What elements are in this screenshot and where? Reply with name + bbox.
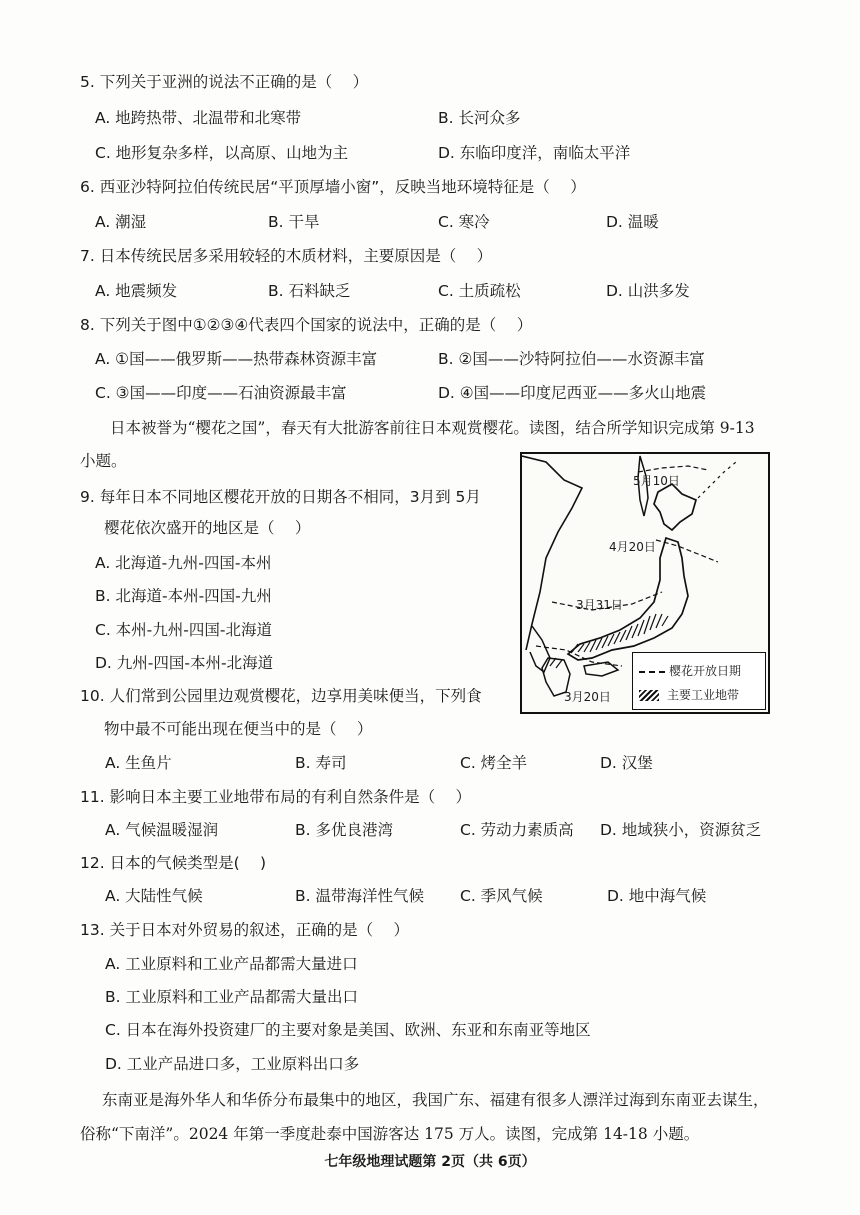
hatch-swatch-icon <box>639 690 659 701</box>
q11-option-c: C. 劳动力素质高 <box>460 821 574 839</box>
japan-sakura-map <box>520 452 770 714</box>
q5-stem: 5. 下列关于亚洲的说法不正确的是（ ） <box>80 73 369 91</box>
q11-option-d: D. 地域狭小，资源贫乏 <box>600 821 762 839</box>
intro-japan-line2: 小题。 <box>80 452 127 470</box>
q13-stem: 13. 关于日本对外贸易的叙述，正确的是（ ） <box>80 921 410 939</box>
q6-option-b: B. 干旱 <box>268 213 320 231</box>
q12-option-d: D. 地中海气候 <box>607 887 707 905</box>
map-date-mar31: 3月31日 <box>576 598 623 612</box>
q5-option-a: A. 地跨热带、北温带和北寒带 <box>95 109 302 127</box>
q11-option-b: B. 多优良港湾 <box>295 821 393 839</box>
q10-stem-line2: 物中最不可能出现在便当中的是（ ） <box>104 720 373 738</box>
q9-option-c: C. 本州-九州-四国-北海道 <box>95 621 272 639</box>
q5-option-b: B. 长河众多 <box>438 109 521 127</box>
q10-option-d: D. 汉堡 <box>600 754 653 772</box>
q9-option-a: A. 北海道-九州-四国-本州 <box>95 554 272 572</box>
q9-stem-line1: 9. 每年日本不同地区樱花开放的日期各不相同，3月到 5月 <box>80 488 481 506</box>
q13-option-d: D. 工业产品进口多，工业原料出口多 <box>105 1055 360 1073</box>
q13-option-c: C. 日本在海外投资建厂的主要对象是美国、欧洲、东亚和东南亚等地区 <box>105 1021 591 1039</box>
q9-stem-line2: 樱花依次盛开的地区是（ ） <box>104 519 311 537</box>
q6-stem: 6. 西亚沙特阿拉伯传统民居“平顶厚墙小窗”，反映当地环境特征是（ ） <box>80 178 586 196</box>
q13-option-a: A. 工业原料和工业产品都需大量进口 <box>105 955 358 973</box>
q10-option-a: A. 生鱼片 <box>105 754 172 772</box>
q12-option-c: C. 季风气候 <box>460 887 543 905</box>
q12-stem: 12. 日本的气候类型是( ) <box>80 854 267 872</box>
q13-option-b: B. 工业原料和工业产品都需大量出口 <box>105 988 358 1006</box>
map-date-may10: 5月10日 <box>633 474 680 488</box>
q12-option-a: A. 大陆性气候 <box>105 887 203 905</box>
q8-option-b: B. ②国——沙特阿拉伯——水资源丰富 <box>438 350 705 368</box>
q10-option-b: B. 寿司 <box>295 754 347 772</box>
q10-stem-line1: 10. 人们常到公园里边观赏樱花，边享用美味便当，下列食 <box>80 687 482 705</box>
legend-industry-row <box>639 686 739 703</box>
dashed-line-icon <box>639 671 665 673</box>
map-date-apr20: 4月20日 <box>609 540 656 554</box>
q8-option-a: A. ①国——俄罗斯——热带森林资源丰富 <box>95 350 378 368</box>
q5-option-c: C. 地形复杂多样，以高原、山地为主 <box>95 144 349 162</box>
intro-japan-line1: 日本被誉为“樱花之国”，春天有大批游客前往日本观赏樱花。读图，结合所学知识完成第 9-13 <box>110 419 755 437</box>
legend-bloom-row <box>639 662 741 679</box>
legend-industry-label: 主要工业地带 <box>667 688 740 702</box>
q7-option-b: B. 石料缺乏 <box>268 282 351 300</box>
q11-option-a: A. 气候温暖湿润 <box>105 821 219 839</box>
map-legend <box>632 652 766 710</box>
q5-option-d: D. 东临印度洋，南临太平洋 <box>438 144 631 162</box>
q7-option-c: C. 土质疏松 <box>438 282 521 300</box>
q7-option-a: A. 地震频发 <box>95 282 178 300</box>
q6-option-d: D. 温暖 <box>606 213 659 231</box>
q7-stem: 7. 日本传统民居多采用较轻的木质材料，主要原因是（ ） <box>80 247 493 265</box>
q9-option-b: B. 北海道-本州-四国-九州 <box>95 587 272 605</box>
intro-southeast-asia-line2: 俗称“下南洋”。2024 年第一季度赴泰中国游客达 175 万人。读图，完成第 14-18 小题。 <box>80 1125 700 1143</box>
page-footer: 七年级地理试题第 2页（共 6页） <box>324 1154 536 1170</box>
q8-option-d: D. ④国——印度尼西亚——多火山地震 <box>438 384 707 402</box>
legend-bloom-label: 樱花开放日期 <box>669 664 742 678</box>
map-date-mar20: 3月20日 <box>564 690 611 704</box>
q6-option-a: A. 潮湿 <box>95 213 147 231</box>
q8-stem: 8. 下列关于图中①②③④代表四个国家的说法中，正确的是（ ） <box>80 316 533 334</box>
q9-option-d: D. 九州-四国-本州-北海道 <box>95 654 274 672</box>
q11-stem: 11. 影响日本主要工业地带布局的有利自然条件是（ ） <box>80 788 472 806</box>
q7-option-d: D. 山洪多发 <box>606 282 690 300</box>
q10-option-c: C. 烤全羊 <box>460 754 528 772</box>
intro-southeast-asia-line1: 东南亚是海外华人和华侨分布最集中的地区，我国广东、福建有很多人漂洋过海到东南亚去谋生， <box>102 1091 769 1109</box>
q6-option-c: C. 寒冷 <box>438 213 490 231</box>
q8-option-c: C. ③国——印度——石油资源最丰富 <box>95 384 347 402</box>
q12-option-b: B. 温带海洋性气候 <box>295 887 424 905</box>
